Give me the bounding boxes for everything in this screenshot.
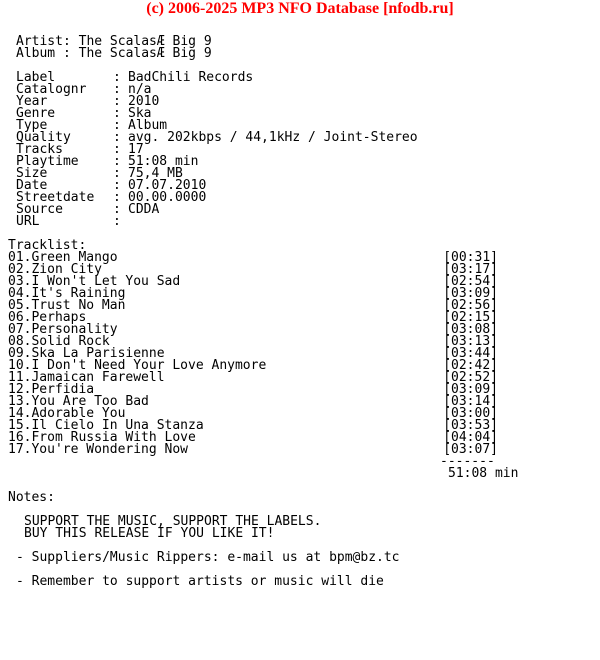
info-key: URL (16, 214, 40, 229)
info-key: Source (16, 202, 63, 217)
track-title: 06.Perhaps (8, 310, 87, 325)
total-time: 51:08 min (448, 466, 519, 481)
info-key: Streetdate (16, 190, 95, 205)
track-time: [04:04] (443, 430, 498, 445)
info-sep: : (113, 190, 121, 205)
info-row (8, 72, 598, 84)
track-time: [03:09] (443, 286, 498, 301)
track-time: [02:52] (443, 370, 498, 385)
info-value: n/a (128, 82, 152, 97)
album-line: Album : The ScalasÆ Big 9 (16, 46, 212, 61)
info-value: 17 (128, 142, 144, 157)
notes-line: SUPPORT THE MUSIC, SUPPORT THE LABELS. (24, 514, 322, 529)
track-title: 10.I Don't Need Your Love Anymore (8, 358, 267, 373)
info-key: Catalognr (16, 82, 87, 97)
notes-bullet-remember: - Remember to support artists or music will die (16, 574, 384, 589)
info-sep: : (113, 82, 121, 97)
notes-line: BUY THIS RELEASE IF YOU LIKE IT! (24, 526, 275, 541)
track-time: [03:08] (443, 322, 498, 337)
track-title: 11.Jamaican Farewell (8, 370, 165, 385)
info-sep: : (113, 130, 121, 145)
track-time: [03:09] (443, 382, 498, 397)
track-title: 05.Trust No Man (8, 298, 126, 313)
info-sep: : (113, 154, 121, 169)
track-title: 09.Ska La Parisienne (8, 346, 165, 361)
track-title: 17.You're Wondering Now (8, 442, 189, 457)
artist-line: Artist: The ScalasÆ Big 9 (16, 34, 212, 49)
info-value: 75,4 MB (128, 166, 183, 181)
track-title: 14.Adorable You (8, 406, 126, 421)
track-title: 12.Perfidia (8, 382, 95, 397)
info-row (8, 168, 598, 180)
info-key: Label (16, 70, 56, 85)
info-row (8, 84, 598, 96)
info-key: Tracks (16, 142, 63, 157)
tracklist-label: Tracklist: (8, 238, 87, 253)
track-title: 15.Il Cielo In Una Stanza (8, 418, 204, 433)
info-row (8, 132, 598, 144)
notes-bullet-suppliers: - Suppliers/Music Rippers: e-mail us at bpm@bz.tc (16, 550, 400, 565)
info-row (8, 180, 598, 192)
track-title: 03.I Won't Let You Sad (8, 274, 181, 289)
info-key: Type (16, 118, 48, 133)
info-key: Year (16, 94, 48, 109)
info-value: Album (128, 118, 168, 133)
info-value: 07.07.2010 (128, 178, 207, 193)
track-time: [03:14] (443, 394, 498, 409)
site-header: (c) 2006-2025 MP3 NFO Database [nfodb.ru] (146, 0, 454, 17)
info-row (8, 108, 598, 120)
track-time: [02:56] (443, 298, 498, 313)
info-value: 2010 (128, 94, 160, 109)
info-sep: : (113, 106, 121, 121)
track-row (8, 444, 498, 456)
info-key: Genre (16, 106, 56, 121)
track-title: 13.You Are Too Bad (8, 394, 149, 409)
info-key: Quality (16, 130, 71, 145)
total-rule: ------- (440, 454, 495, 469)
info-row (8, 144, 598, 156)
nfo-document (8, 0, 598, 588)
track-title: 16.From Russia With Love (8, 430, 196, 445)
info-sep: : (113, 118, 121, 133)
info-value: BadChili Records (128, 70, 254, 85)
track-title: 01.Green Mango (8, 250, 118, 265)
info-sep: : (113, 166, 121, 181)
info-row (8, 204, 598, 216)
track-time: [02:42] (443, 358, 498, 373)
track-time: [03:00] (443, 406, 498, 421)
info-key: Size (16, 166, 48, 181)
track-time: [03:13] (443, 334, 498, 349)
track-title: 02.Zion City (8, 262, 102, 277)
track-time: [03:53] (443, 418, 498, 433)
info-value: CDDA (128, 202, 160, 217)
info-sep: : (113, 142, 121, 157)
info-sep: : (113, 94, 121, 109)
track-time: [00:31] (443, 250, 498, 265)
track-time: [03:17] (443, 262, 498, 277)
info-sep: : (113, 178, 121, 193)
info-value: avg. 202kbps / 44,1kHz / Joint-Stereo (128, 130, 418, 145)
info-value: 00.00.0000 (128, 190, 207, 205)
track-title: 07.Personality (8, 322, 118, 337)
info-key: Playtime (16, 154, 79, 169)
track-title: 04.It's Raining (8, 286, 126, 301)
notes-label: Notes: (8, 490, 55, 505)
track-time: [02:54] (443, 274, 498, 289)
info-key: Date (16, 178, 48, 193)
track-time: [03:44] (443, 346, 498, 361)
info-block (8, 72, 598, 228)
info-sep: : (113, 202, 121, 217)
info-row (8, 192, 598, 204)
track-time: [03:07] (443, 442, 498, 457)
info-value: Ska (128, 106, 152, 121)
info-sep: : (113, 214, 121, 229)
info-row (8, 156, 598, 168)
info-row (8, 96, 598, 108)
track-title: 08.Solid Rock (8, 334, 110, 349)
track-time: [02:15] (443, 310, 498, 325)
tracklist (8, 252, 598, 456)
info-sep: : (113, 70, 121, 85)
info-value: 51:08 min (128, 154, 199, 169)
info-row (8, 216, 598, 228)
